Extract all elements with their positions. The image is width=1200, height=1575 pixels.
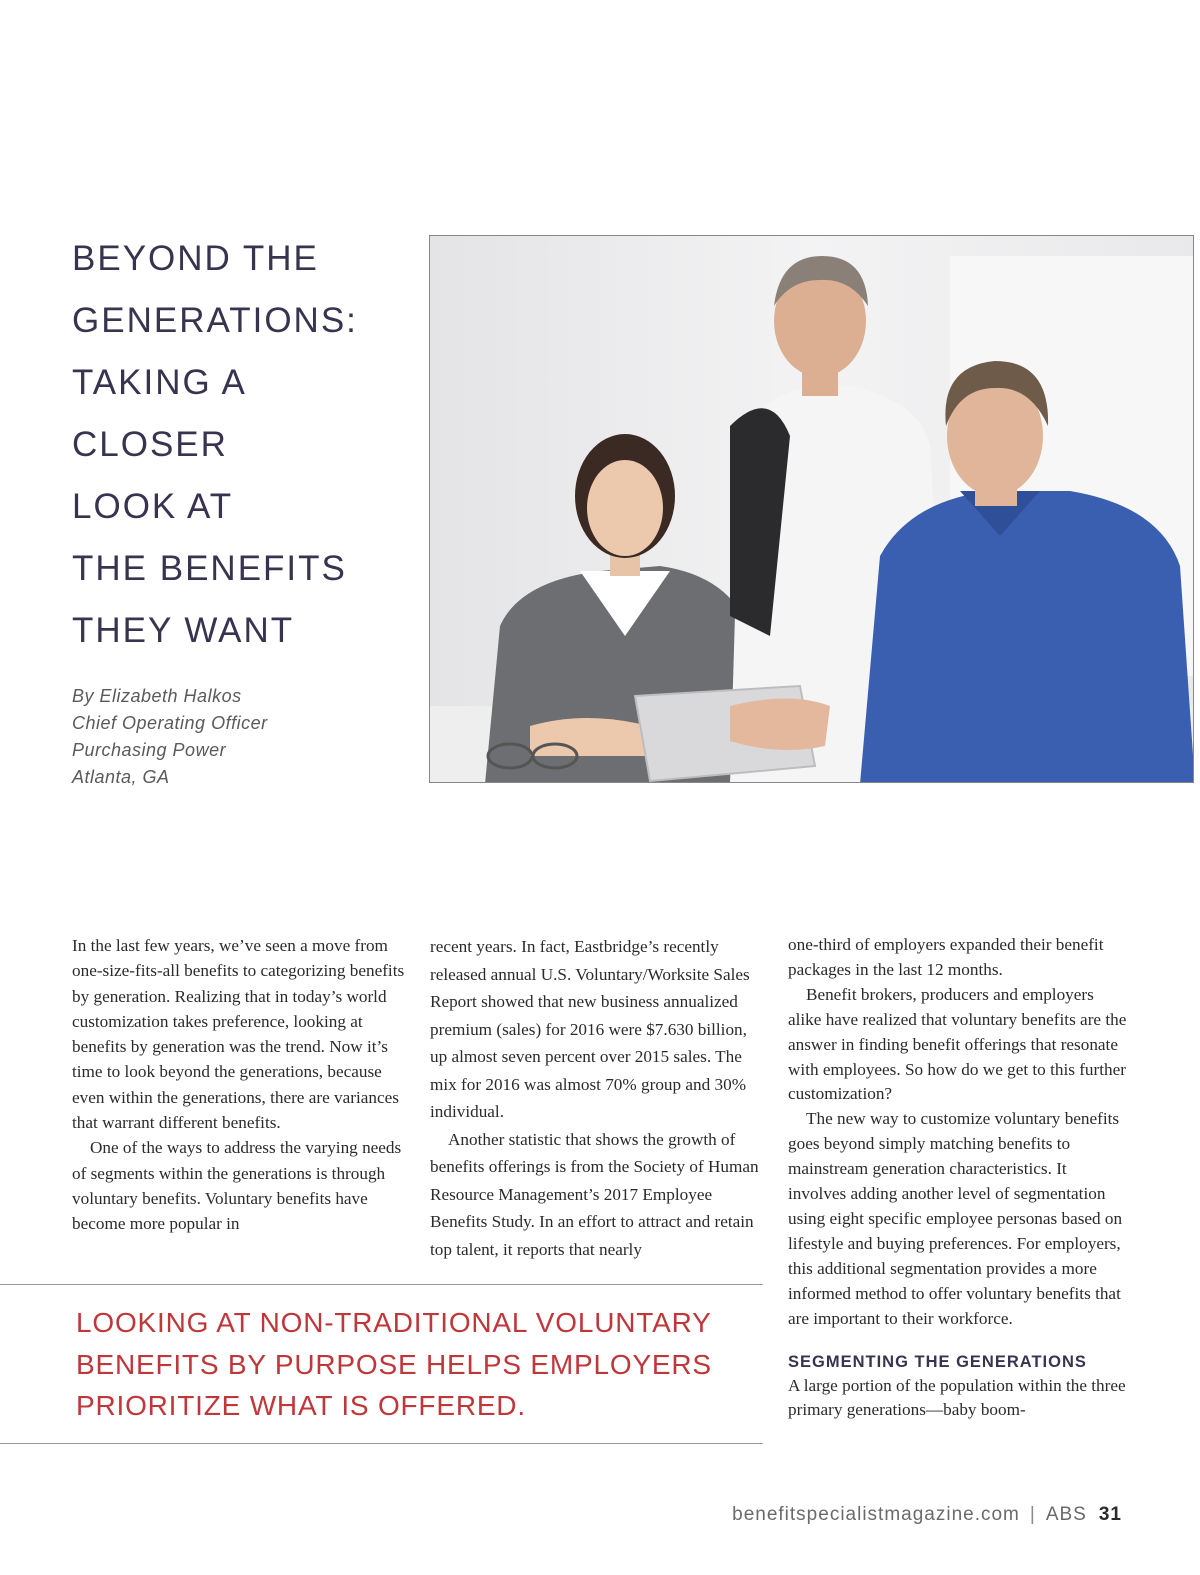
pull-quote <box>76 1302 756 1427</box>
body-column-3 <box>788 933 1128 1423</box>
title-line: BEYOND THE <box>72 239 319 278</box>
paragraph: The new way to customize voluntary benefits goes beyond simply matching benefits to mainstream generation characteristics. It involves adding another level of segmentation using eight specific employee personas based on lifestyle and buying preferences. For employers, this additional segmentation provides a more informed method to offer voluntary benefits that are important to their workforce. <box>788 1109 1123 1328</box>
paragraph: Another statistic that shows the growth of benefits offerings is from the Society of Human Resource Management’s 2017 Employee Benefits Study. In an effort to attract and retain top talent, it reports that nearly <box>430 1129 759 1259</box>
paragraph: A large portion of the population within the three primary generations—baby boom- <box>788 1375 1126 1420</box>
footer-site: benefitspecialistmagazine.com <box>732 1504 1020 1525</box>
title-line: TAKING A <box>72 363 247 402</box>
author-byline <box>72 683 268 791</box>
pullquote-line: PRIORITIZE WHAT IS OFFERED. <box>76 1390 526 1421</box>
footer-separator: | <box>1029 1504 1036 1525</box>
paragraph: recent years. In fact, Eastbridge’s recently released annual U.S. Voluntary/Worksite Sales Report showed that new business annualized premium (sales) for 2016 were $7.630 billion, up almost seven percent over 2015 sales. The mix for 2016 was almost 70% group and 30% individual. <box>430 937 750 1121</box>
pullquote-rule-top <box>0 1284 763 1285</box>
pullquote-line: BENEFITS BY PURPOSE HELPS EMPLOYERS <box>76 1348 712 1380</box>
footer-publication: ABS <box>1045 1504 1087 1525</box>
author-title: Chief Operating Officer <box>72 713 268 733</box>
paragraph: One of the ways to address the varying needs of segments within the generations is through voluntary benefits. Voluntary benefits have become more popular in <box>72 1138 402 1234</box>
title-line: THEY WANT <box>72 611 295 650</box>
article-photo <box>429 235 1194 783</box>
office-team-illustration <box>430 236 1194 783</box>
pullquote-rule-bottom <box>0 1443 763 1444</box>
section-subheading: SEGMENTING THE GENERATIONS <box>788 1352 1087 1371</box>
paragraph: In the last few years, we’ve seen a move from one-size-fits-all benefits to categorizing benefits by generation. Realizing that in today’s world customization takes preference, looking at benefits by generation was the trend. Now it’s time to look beyond the generations, because even within the generations, there are variances that warrant different benefits. <box>72 936 405 1133</box>
article-title <box>72 228 358 662</box>
author-name: By Elizabeth Halkos <box>72 686 242 706</box>
page-footer <box>732 1504 1122 1526</box>
body-column-2 <box>430 933 760 1263</box>
pullquote-line: LOOKING AT NON-TRADITIONAL VOLUNTARY <box>76 1307 712 1338</box>
title-line: THE BENEFITS <box>72 549 347 588</box>
author-company: Purchasing Power <box>72 740 227 760</box>
page-number: 31 <box>1098 1504 1122 1525</box>
paragraph: Benefit brokers, producers and employers alike have realized that voluntary benefits are the answer in finding benefit offerings that resonate with employees. So how do we get to this further customization? <box>788 984 1127 1104</box>
title-line: CLOSER <box>72 425 228 464</box>
title-line: GENERATIONS: <box>72 301 358 340</box>
paragraph: one-third of employers expanded their benefit packages in the last 12 months. <box>788 935 1104 979</box>
title-line: LOOK AT <box>72 487 234 526</box>
author-location: Atlanta, GA <box>72 767 170 787</box>
body-column-1 <box>72 933 408 1237</box>
